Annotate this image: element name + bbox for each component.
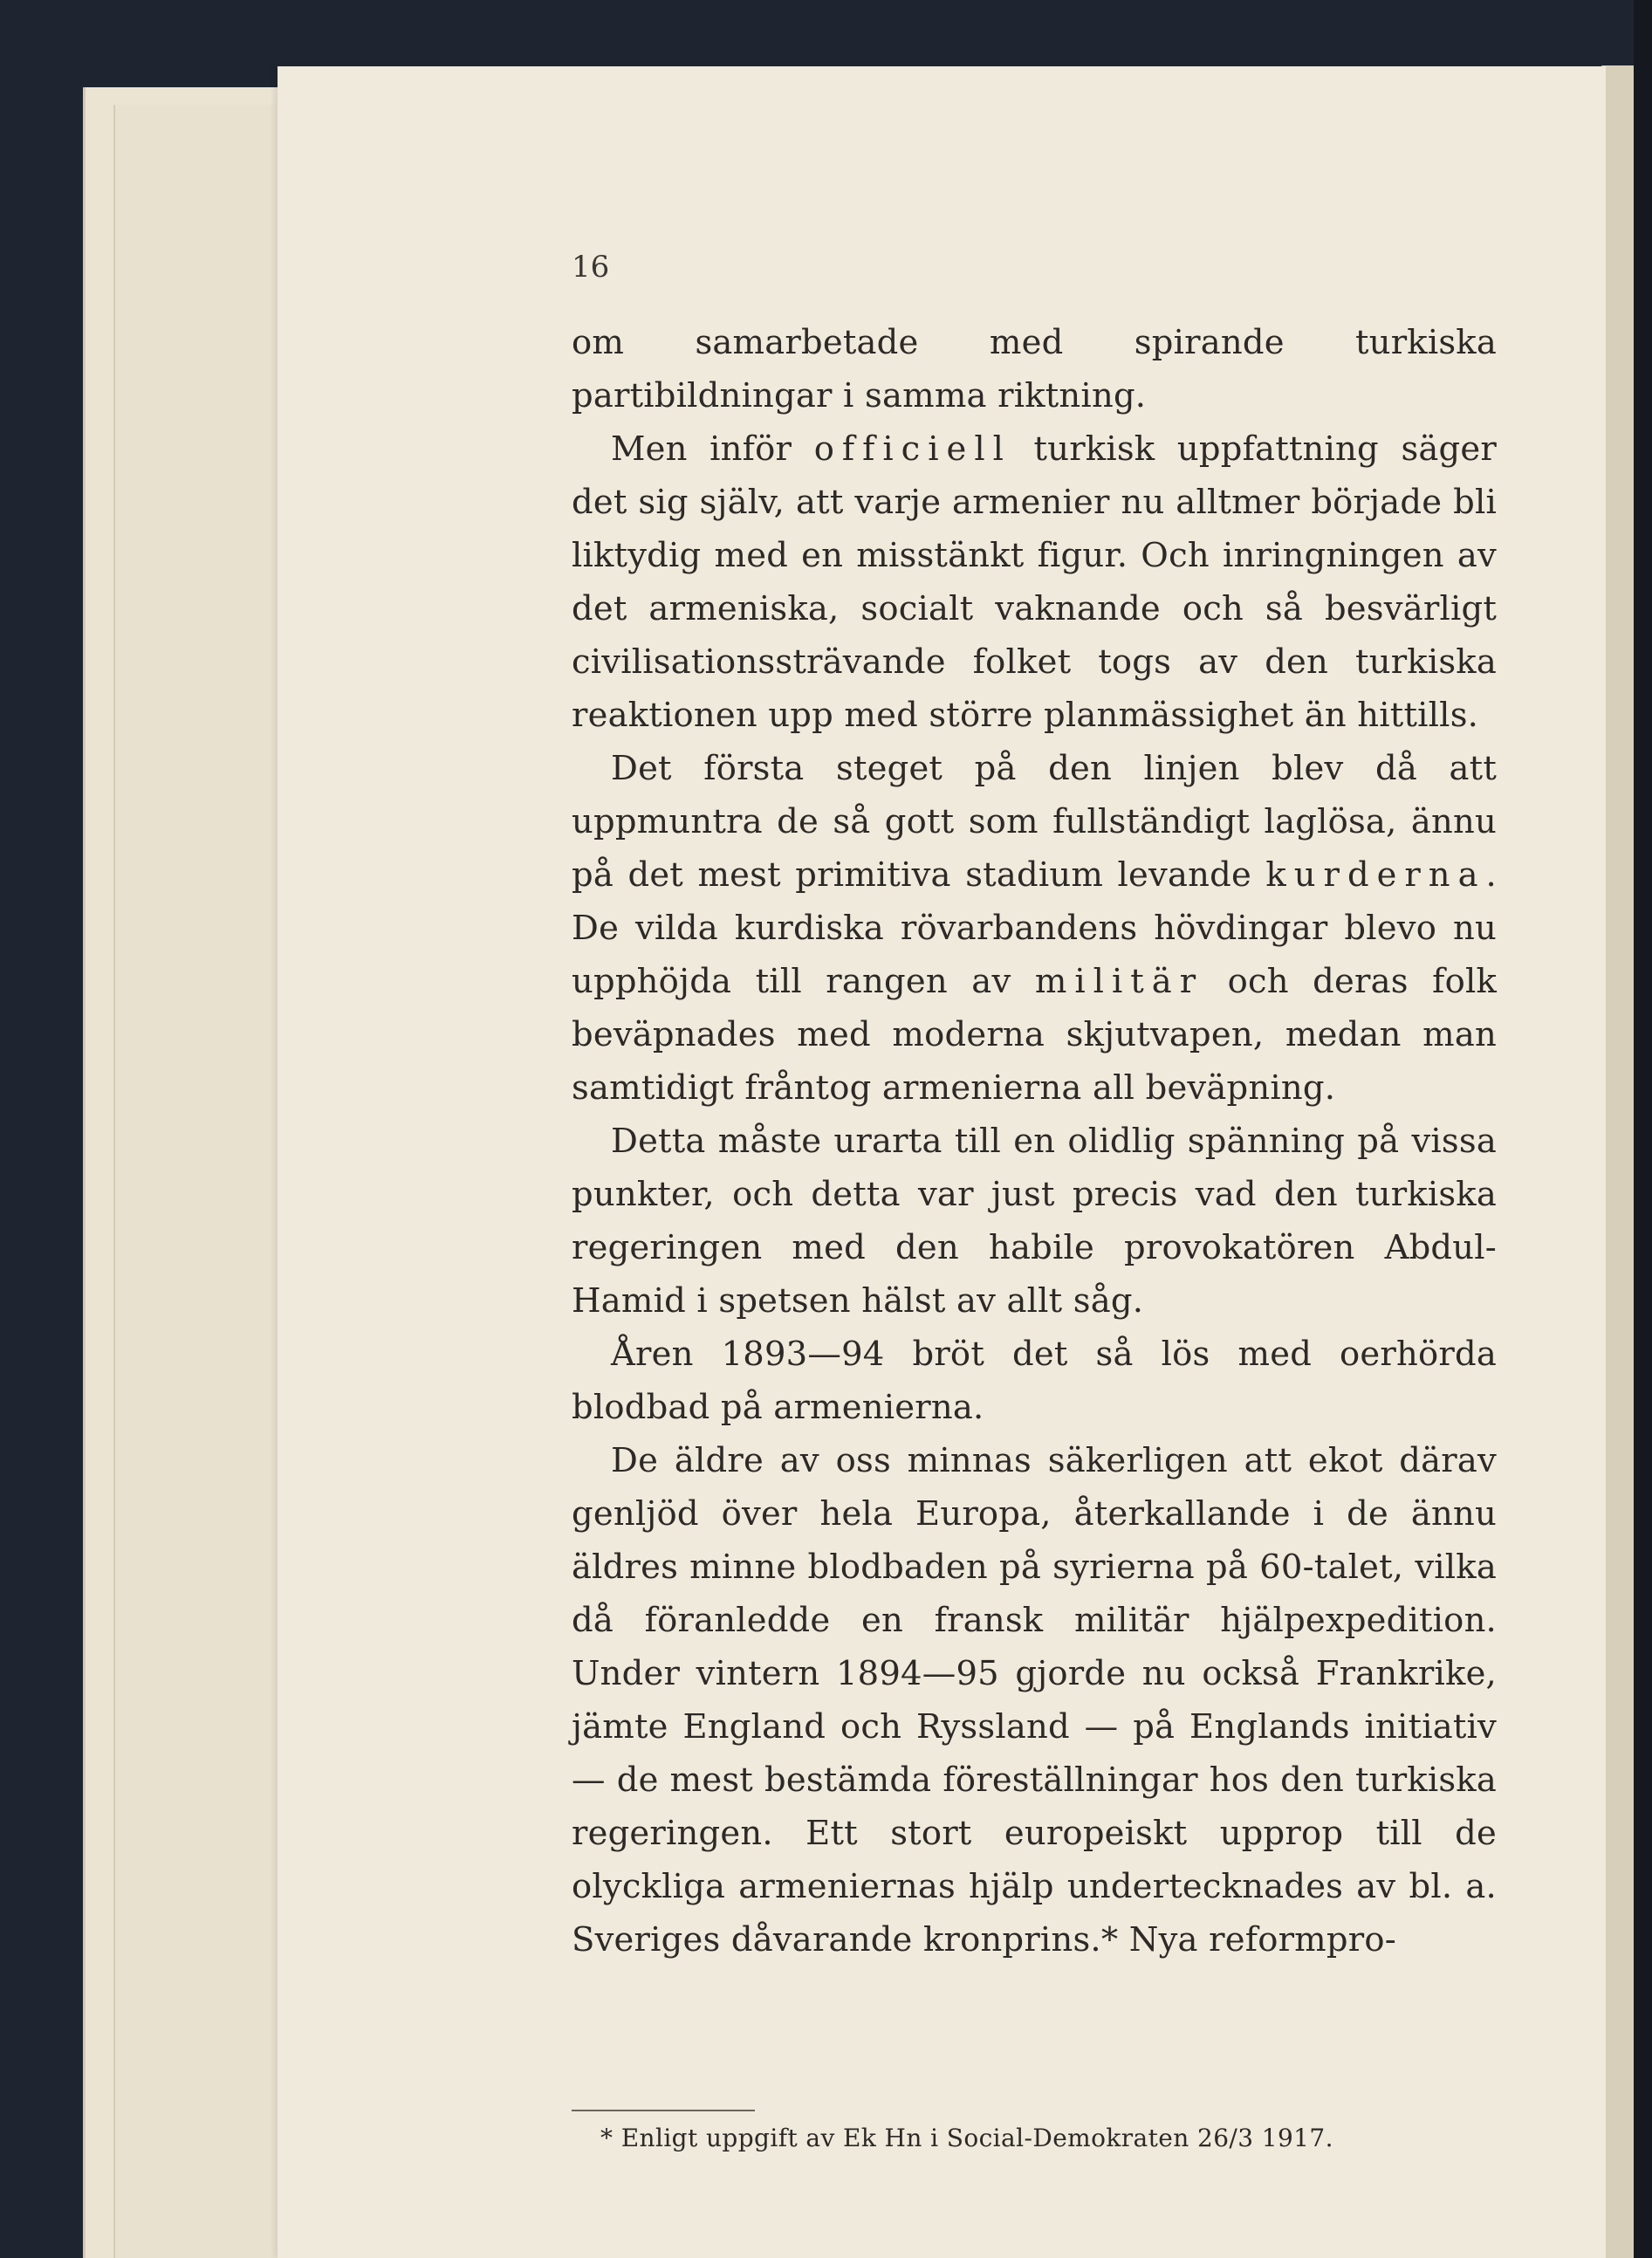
emphasis-spaced: kurderna: [1265, 855, 1486, 895]
body-text: [572, 316, 1497, 1966]
text-run: Detta måste urarta till en olidlig spänning på vissa punkter, och detta var just precis vad den turkiska regeringen med den habile provokatören Abdul-Hamid i spetsen hälst av allt såg.: [572, 1122, 1497, 1321]
spine-shadow: [1634, 0, 1652, 2258]
footnote-divider: [572, 2110, 755, 2111]
emphasis-spaced: militär: [1034, 962, 1204, 1001]
text-run: De äldre av oss minnas säkerligen att ekot därav genljöd över hela Europa, återkallande i de ännu äldres minne blodbaden på syrierna på 60-talet, vilka då föranledde en fransk militär hjälpexpedition. Under vintern 1894—95 gjorde nu också Frankrike, jämte England och Ryssland — på Englands initiativ — de mest bestämda föreställningar hos den turkiska regeringen. Ett stort europeiskt upprop till de olyckliga armeniernas hjälp undertecknades av bl. a. Sveriges dåvarande kronprins.* Nya reformpro-: [572, 1441, 1497, 1959]
footnote: * Enligt uppgift av Ek Hn i Social-Demokraten 26/3 1917.: [600, 2124, 1333, 2152]
paragraph: [572, 1328, 1497, 1434]
text-run: Det första steget på den linjen blev då att uppmuntra de så gott som fullständigt laglösa, ännu på det mest primitiva stadium levande: [572, 749, 1497, 895]
paragraph: [572, 742, 1497, 1115]
paragraph: [572, 422, 1497, 742]
paragraph: [572, 1434, 1497, 1966]
page-number: 16: [572, 250, 610, 285]
text-run: och deras folk beväpnades med moderna skjutvapen, medan man samtidigt fråntog armenierna all beväpning.: [572, 962, 1497, 1108]
text-run: Åren 1893—94 bröt det så lös med oerhörda blodbad på armenierna.: [572, 1335, 1497, 1427]
emphasis-spaced: officiell: [813, 429, 1011, 469]
text-run: turkisk uppfattning säger det sig själv, att varje armenier nu alltmer började bli liktydig med en misstänkt figur. Och inringningen av det armeniska, socialt vaknande och så besvärligt civilisationssträvande folket togs av den turkiska reaktionen upp med större planmässighet än hittills.: [572, 429, 1497, 735]
paragraph: [572, 1115, 1497, 1328]
paragraph: [572, 316, 1497, 422]
text-run: om samarbetade med spirande turkiska partibildningar i samma riktning.: [572, 323, 1497, 415]
text-run: Men inför: [611, 429, 814, 469]
text-run: . De vilda kurdiska rövarbandens hövdingar blevo nu upphöjda till rangen av: [572, 855, 1497, 1001]
